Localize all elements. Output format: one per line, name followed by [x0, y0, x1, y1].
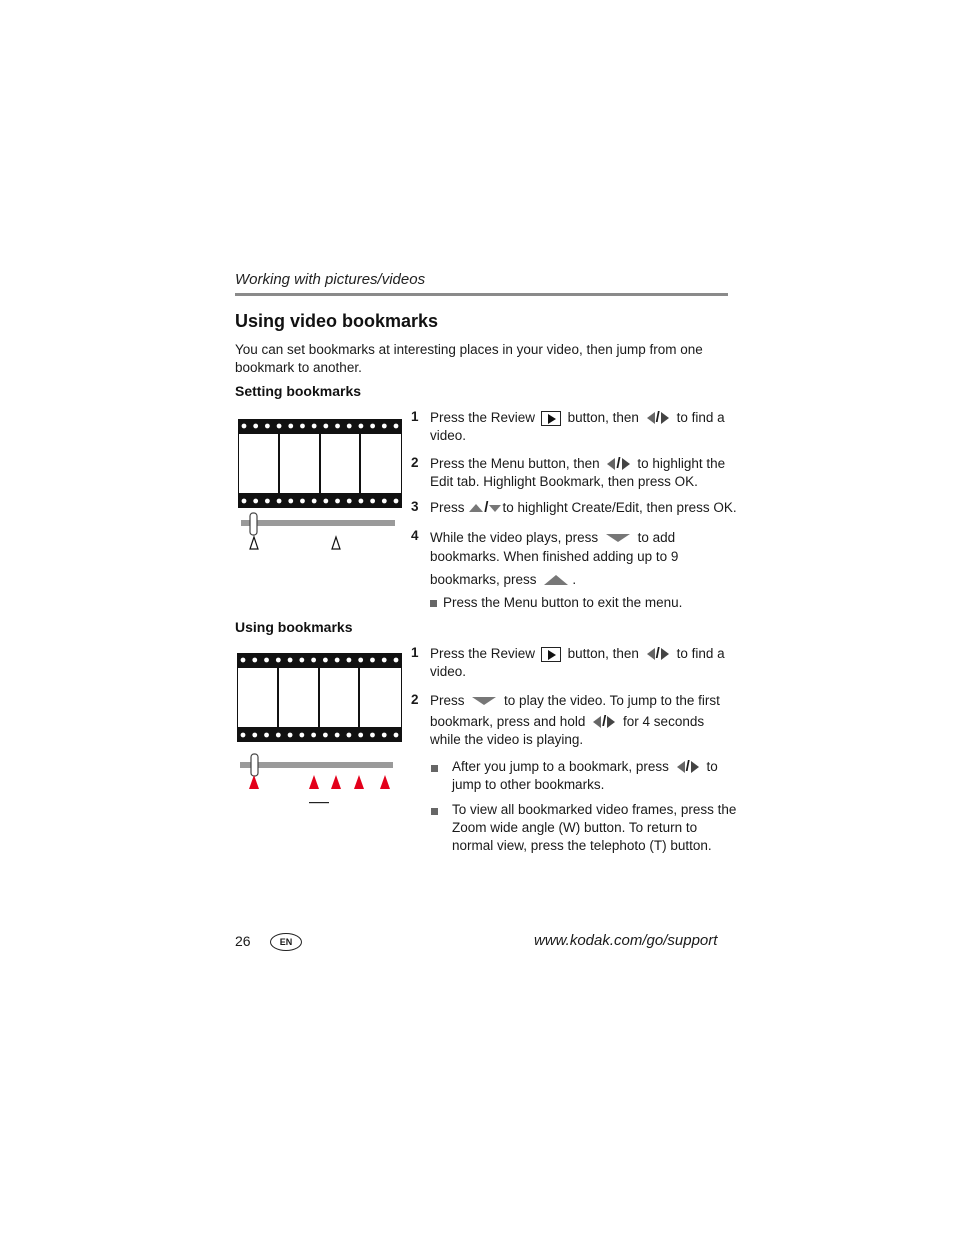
sprocket-hole: [242, 424, 247, 429]
sprocket-hole: [358, 658, 363, 663]
sprocket-hole: [358, 733, 363, 738]
sprocket-hole: [299, 733, 304, 738]
bookmark-marker-icon: [249, 775, 259, 789]
left-right-arrows-icon: /: [593, 713, 615, 731]
down-arrow-icon: [606, 534, 630, 542]
timeline-slider-thumb: [250, 513, 257, 535]
sprocket-hole: [323, 499, 328, 504]
sprocket-hole: [335, 658, 340, 663]
bookmark-marker-icon: [250, 537, 258, 549]
step-number: 1: [411, 409, 419, 424]
bookmark-marker-icon: [331, 775, 341, 789]
review-play-icon: [541, 411, 561, 426]
sprocket-hole: [265, 424, 270, 429]
sprocket-hole: [323, 733, 328, 738]
timeline-slider-track: [241, 520, 395, 526]
sprocket-hole: [382, 658, 387, 663]
bullet-icon: [431, 808, 438, 815]
setting-step-4: While the video plays, press to add bookmarks. When finished adding up to 9 bookmarks, press .: [430, 530, 679, 587]
sprocket-hole: [311, 658, 316, 663]
left-right-arrows-icon: /: [607, 455, 629, 473]
sprocket-hole: [335, 499, 340, 504]
running-head: Working with pictures/videos: [235, 271, 426, 288]
sprocket-hole: [265, 499, 270, 504]
underline-mark: [309, 802, 329, 803]
language-badge: EN: [270, 933, 302, 951]
sprocket-hole: [370, 733, 375, 738]
step-number: 3: [411, 499, 419, 514]
step-number: 2: [411, 692, 419, 707]
bookmark-marker-icon: [309, 775, 319, 789]
intro-paragraph: You can set bookmarks at interesting places in your video, then jump from one bookmark to another.: [235, 342, 703, 375]
using-step-1: Press the Review button, then / to find a video.: [430, 645, 725, 680]
support-url[interactable]: www.kodak.com/go/support: [534, 932, 718, 949]
sprocket-hole: [347, 499, 352, 504]
setting-step-2: Press the Menu button, then / to highlight the Edit tab. Highlight Bookmark, then press OK.: [430, 455, 726, 490]
header-rule: [235, 293, 728, 296]
sprocket-hole: [264, 733, 269, 738]
sprocket-hole: [335, 733, 340, 738]
sprocket-hole: [335, 424, 340, 429]
left-right-arrows-icon: /: [677, 758, 699, 776]
step-number: 1: [411, 645, 419, 660]
sprocket-hole: [359, 424, 364, 429]
review-play-icon: [541, 647, 561, 662]
sprocket-hole: [382, 499, 387, 504]
sprocket-hole: [347, 658, 352, 663]
sprocket-hole: [241, 733, 246, 738]
sprocket-hole: [277, 424, 282, 429]
sprocket-hole: [252, 658, 257, 663]
using-step-2: Press to play the video. To jump to the first bookmark, press and hold / for 4 seconds while the video is playing.: [430, 693, 720, 748]
step-number: 2: [411, 455, 419, 470]
sprocket-hole: [288, 499, 293, 504]
setting-heading: Setting bookmarks: [235, 383, 362, 399]
bullet-icon: [431, 765, 438, 772]
setting-step-3: Press / to highlight Create/Edit, then press OK.: [430, 499, 737, 517]
sprocket-hole: [253, 499, 258, 504]
sprocket-hole: [370, 499, 375, 504]
sprocket-hole: [370, 424, 375, 429]
bookmark-marker-icon: [354, 775, 364, 789]
sprocket-hole: [242, 499, 247, 504]
sprocket-hole: [312, 424, 317, 429]
sprocket-hole: [382, 733, 387, 738]
sprocket-hole: [394, 424, 399, 429]
sprocket-hole: [312, 499, 317, 504]
sprocket-hole: [277, 499, 282, 504]
sprocket-hole: [359, 499, 364, 504]
sprocket-hole: [323, 424, 328, 429]
bullet-icon: [430, 600, 437, 607]
sprocket-hole: [264, 658, 269, 663]
using-bullet-1: After you jump to a bookmark, press / to jump to other bookmarks.: [452, 758, 718, 793]
sprocket-hole: [311, 733, 316, 738]
sprocket-hole: [241, 658, 246, 663]
down-arrow-icon: [472, 697, 496, 705]
sprocket-hole: [323, 658, 328, 663]
sprocket-hole: [300, 499, 305, 504]
up-down-arrows-icon: /: [469, 499, 501, 517]
left-right-arrows-icon: /: [647, 645, 669, 663]
sprocket-hole: [299, 658, 304, 663]
sprocket-hole: [370, 658, 375, 663]
sprocket-hole: [253, 424, 258, 429]
bookmark-marker-icon: [332, 537, 340, 549]
sprocket-hole: [394, 733, 399, 738]
setting-step-1: Press the Review button, then / to find a video.: [430, 409, 725, 444]
up-arrow-icon: [544, 575, 568, 585]
sprocket-hole: [252, 733, 257, 738]
timeline-slider-track: [240, 762, 393, 768]
sprocket-hole: [276, 733, 281, 738]
filmstrip-illustration-setting: [236, 417, 404, 557]
sprocket-hole: [347, 424, 352, 429]
sprocket-hole: [300, 424, 305, 429]
sprocket-hole: [394, 499, 399, 504]
using-heading: Using bookmarks: [235, 619, 353, 635]
sprocket-hole: [288, 424, 293, 429]
left-right-arrows-icon: /: [647, 409, 669, 427]
sprocket-hole: [288, 658, 293, 663]
sprocket-hole: [288, 733, 293, 738]
sprocket-hole: [394, 658, 399, 663]
step-number: 4: [411, 528, 419, 543]
using-bullet-2: To view all bookmarked video frames, press the Zoom wide angle (W) button. To return to normal view, press the telephoto (T) button.: [452, 802, 737, 853]
page-title: Using video bookmarks: [235, 311, 439, 331]
bookmark-marker-icon: [380, 775, 390, 789]
page-number: 26: [235, 933, 251, 949]
sprocket-hole: [347, 733, 352, 738]
sprocket-hole: [382, 424, 387, 429]
sprocket-hole: [276, 658, 281, 663]
timeline-slider-thumb: [251, 754, 258, 776]
filmstrip-illustration-using: [235, 651, 405, 811]
setting-bullet: Press the Menu button to exit the menu.: [430, 594, 730, 612]
